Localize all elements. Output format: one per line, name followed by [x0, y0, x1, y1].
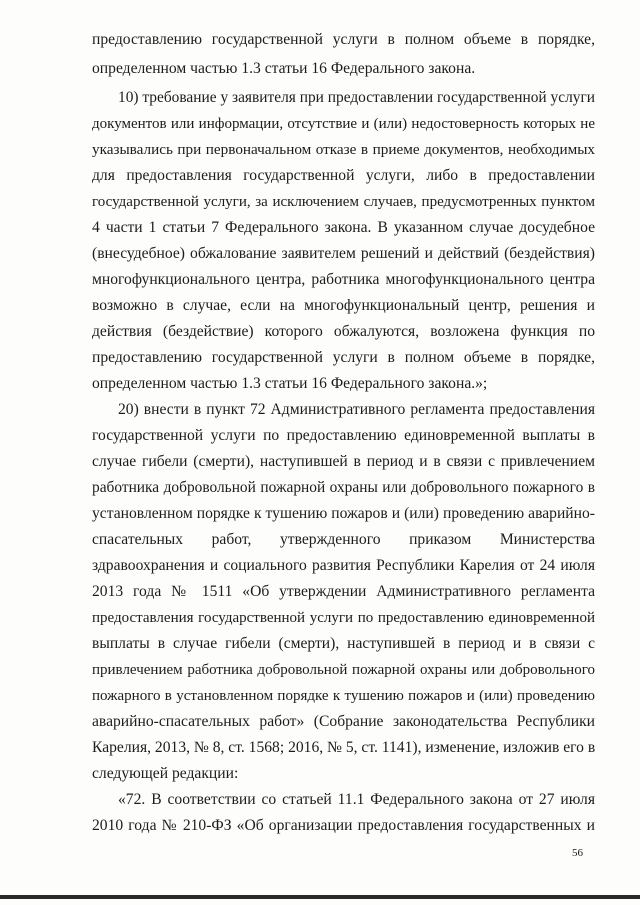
text-line: работника добровольной пожарной охраны или добровольного пожарного в [92, 479, 595, 496]
text-line: Карелия, 2013, № 8, ст. 1568; 2016, № 5, ст. 1141), изменение, изложив его в [92, 739, 596, 756]
text-line: действия (бездействие) которого обжалуются, возложена функция по [92, 323, 595, 340]
text-line: определенном частью 1.3 статьи 16 Федерального закона.»; [92, 375, 488, 392]
scan-bottom-edge [0, 895, 640, 899]
page-number: 56 [572, 847, 583, 859]
text-line: предоставлению государственной услуги в полном объеме в порядке, [92, 31, 595, 48]
text-line: документов или информации, отсутствие и (или) недостоверность которых не [92, 116, 595, 132]
text-line: определенном частью 1.3 статьи 16 Федерального закона. [92, 60, 476, 77]
text-line: 10) требование у заявителя при предоставлении государственной услуги [118, 89, 595, 106]
text-line: государственной услуги, за исключением случаев, предусмотренных пунктом [92, 194, 595, 210]
text-line: выплаты в случае гибели (смерти), наступившей в период и в связи с [92, 635, 595, 652]
text-line: для предоставления государственной услуги, либо в предоставлении [92, 167, 595, 184]
text-line: 4 части 1 статьи 7 Федерального закона. В указанном случае досудебное [92, 219, 595, 236]
text-line: (внесудебное) обжалование заявителем решений и действий (бездействия) [92, 245, 595, 262]
text-line: предоставлению государственной услуги в полном объеме в порядке, [92, 349, 595, 366]
text-line: многофункционального центра, работника многофункционального центра [92, 271, 595, 288]
text-line: предоставления государственной услуги по предоставлению единовременной [92, 610, 595, 626]
text-line: 20) внести в пункт 72 Административного регламента предоставления [118, 401, 595, 418]
text-line: привлечением работника добровольной пожарной охраны или добровольного [92, 662, 595, 678]
text-line: спасательных работ, утвержденного приказом Министерства [92, 531, 595, 548]
text-line: возможно в случае, если на многофункциональный центр, решения и [92, 297, 595, 314]
text-line: здравоохранения и социального развития Республики Карелия от 24 июля [92, 557, 595, 574]
text-line: указывались при первоначальном отказе в приеме документов, необходимых [92, 141, 595, 158]
text-line: государственной услуги по предоставлению единовременной выплаты в [92, 427, 595, 444]
text-line: следующей редакции: [92, 765, 239, 782]
text-line: случае гибели (смерти), наступившей в период и в связи с привлечением [92, 453, 595, 470]
text-line: 2013 года № 1511 «Об утверждении Административного регламента [92, 583, 595, 600]
text-line: аварийно-спасательных работ» (Собрание законодательства Республики [92, 713, 595, 730]
text-line: установленном порядке к тушению пожаров и (или) проведению аварийно- [92, 505, 595, 522]
text-line: пожарного в установленном порядке к тушению пожаров и (или) проведению [92, 688, 595, 704]
text-line: 2010 года № 210-ФЗ «Об организации предоставления государственных и [92, 817, 595, 834]
text-line: «72. В соответствии со статьей 11.1 Федерального закона от 27 июля [118, 791, 595, 808]
